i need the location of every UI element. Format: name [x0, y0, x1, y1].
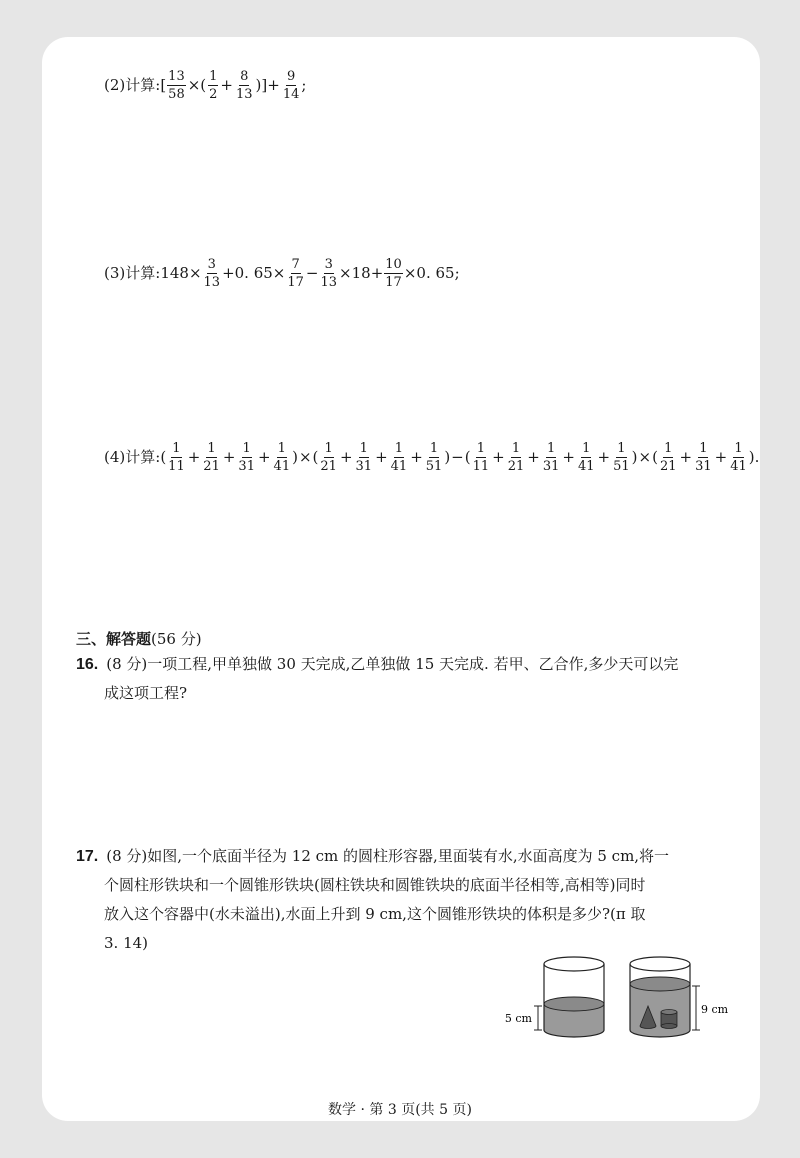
operator: + [187, 448, 201, 466]
operator: + [222, 448, 236, 466]
operator: + [527, 448, 540, 466]
fraction: $\frac{3}{13}$ [203, 257, 221, 290]
fraction: $\frac{1}{11}$ [168, 441, 185, 474]
operator: + [257, 448, 271, 466]
section-heading [76, 628, 202, 649]
right-cylinder [630, 957, 729, 1037]
problem-3-label: (3)计算: [104, 264, 161, 282]
operator: )]+ [255, 76, 280, 94]
semicolon: ; [301, 76, 307, 94]
operator: + [562, 448, 575, 466]
question-16 [76, 650, 678, 708]
fraction: $\frac{1}{31}$ [542, 441, 560, 474]
section-points: (56 分) [151, 630, 202, 648]
question-17-line-2: 个圆柱形铁块和一个圆锥形铁块(圆柱铁块和圆锥铁块的底面半径相等,高相等)同时 [104, 876, 646, 894]
operator: × [638, 448, 652, 466]
cylinder-figure [500, 950, 740, 1054]
operator: + [597, 448, 611, 466]
fraction: $\frac{1}{51}$ [613, 441, 630, 474]
paren: ) [748, 448, 755, 466]
problem-3 [104, 258, 460, 289]
left-water-surface [544, 997, 604, 1011]
expression-text: ×0. 65; [403, 264, 460, 282]
question-16-line-1 [76, 650, 678, 679]
operator: + [492, 448, 505, 466]
paren: ) [292, 448, 298, 466]
paren: ( [160, 448, 167, 466]
fraction: $\frac{1}{21}$ [507, 441, 525, 474]
problem-4-label: (4)计算: [104, 448, 161, 466]
section-title: 三、解答题 [76, 630, 152, 648]
question-17 [76, 842, 669, 958]
operator: + [339, 448, 353, 466]
fraction: $\frac{9}{14}$ [282, 69, 300, 102]
fraction: $\frac{1}{21}$ [203, 441, 220, 474]
paren: ) [444, 448, 451, 466]
paren: ( [464, 448, 471, 466]
fraction: $\frac{1}{2}$ [209, 69, 218, 102]
operator: + [375, 448, 388, 466]
fraction: $\frac{10}{17}$ [385, 257, 402, 290]
question-text: (8 分)如图,一个底面半径为 12 cm 的圆柱形容器,里面装有水,水面高度为 5 cm,将一 [106, 847, 670, 865]
period: . [754, 448, 760, 466]
paren: ( [312, 448, 319, 466]
fraction: $\frac{1}{41}$ [730, 441, 747, 474]
question-text: (8 分)一项工程,甲单独做 30 天完成,乙单独做 15 天完成. 若甲、乙合作,多少天可以完 [106, 655, 679, 673]
operator: × [298, 448, 312, 466]
fraction: $\frac{1}{21}$ [659, 441, 677, 474]
fraction: $\frac{1}{41}$ [577, 441, 595, 474]
right-water-surface [630, 977, 690, 991]
expression-text: ×18+ [339, 264, 384, 282]
fraction: $\frac{7}{17}$ [287, 257, 304, 290]
operator: + [679, 448, 693, 466]
problem-2-label: (2)计算: [104, 76, 161, 94]
cylinder-block [661, 1010, 677, 1029]
operator: − [451, 448, 464, 466]
paren: ) [631, 448, 638, 466]
left-top-rim [544, 957, 604, 971]
operator: ×( [187, 76, 207, 94]
problem-4 [104, 442, 759, 473]
operator: + [410, 448, 423, 466]
fraction: $\frac{1}{51}$ [425, 441, 443, 474]
page-footer: 数学 · 第 3 页(共 5 页) [328, 1102, 472, 1118]
fraction: $\frac{1}{31}$ [355, 441, 373, 474]
question-number: 17. [76, 848, 99, 865]
question-17-line-4: 3. 14) [104, 934, 149, 952]
question-16-line-2: 成这项工程? [104, 684, 188, 702]
left-cylinder [505, 957, 604, 1037]
fraction: $\frac{1}{31}$ [695, 441, 712, 474]
fraction: $\frac{1}{21}$ [320, 441, 337, 474]
expression-text: 148× [160, 264, 202, 282]
paren: ( [652, 448, 658, 466]
fraction: $\frac{1}{11}$ [472, 441, 490, 474]
bracket: [ [160, 76, 167, 94]
expression-text: +0. 65× [222, 264, 286, 282]
question-17-line-1 [76, 842, 669, 871]
right-water [630, 984, 690, 1037]
operator: + [714, 448, 728, 466]
fraction: $\frac{1}{41}$ [273, 441, 291, 474]
question-number: 16. [76, 656, 99, 673]
expression-text: − [305, 264, 319, 282]
problem-2 [104, 70, 306, 101]
cylinder-diagram [500, 950, 740, 1050]
right-top-rim [630, 957, 690, 971]
fraction: $\frac{1}{31}$ [238, 441, 255, 474]
question-17-line-3: 放入这个容器中(水未溢出),水面上升到 9 cm,这个圆锥形铁块的体积是多少?(π 取 [104, 905, 646, 923]
fraction: $\frac{8}{13}$ [236, 69, 253, 102]
left-height-label: 5 cm [504, 1012, 532, 1025]
fraction: $\frac{3}{13}$ [320, 257, 338, 290]
right-height-label: 9 cm [701, 1003, 729, 1016]
operator: + [220, 76, 233, 94]
fraction: $\frac{13}{58}$ [168, 69, 185, 102]
fraction: $\frac{1}{41}$ [390, 441, 408, 474]
